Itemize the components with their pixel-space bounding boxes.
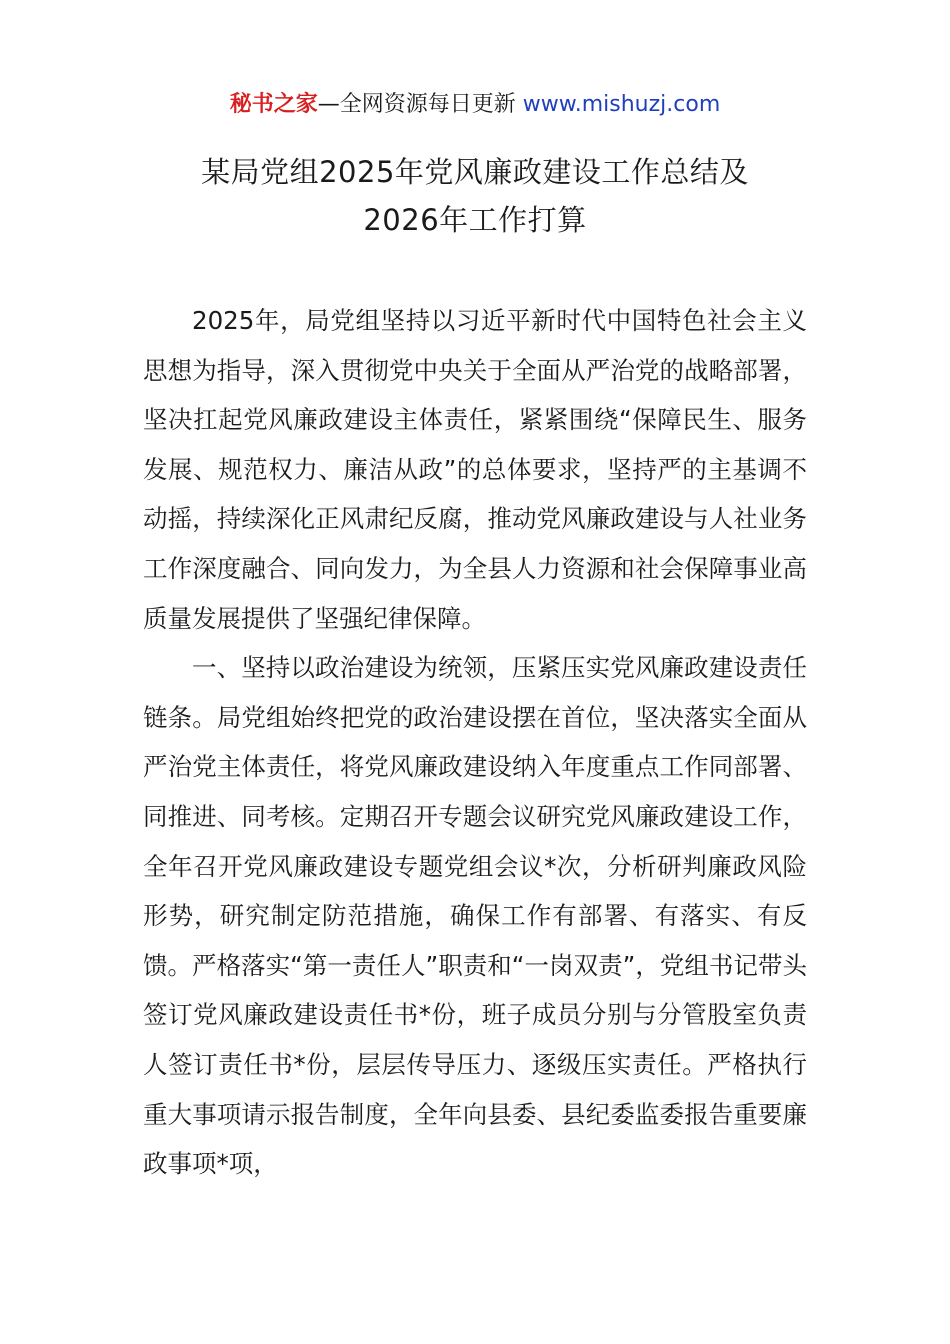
- body-paragraph-section-1: 一、坚持以政治建设为统领，压紧压实党风廉政建设责任链条。局党组始终把党的政治建设摆在首位，坚决落实全面从严治党主体责任，将党风廉政建设纳入年度重点工作同部署、同推进、同考核。定期召开专题会议研究党风廉政建设工作，全年召开党风廉政建设专题党组会议*次，分析研判廉政风险形势，研究制定防范措施，确保工作有部署、有落实、有反馈。严格落实“第一责任人”职责和“一岗双责”，党组书记带头签订党风廉政建设责任书*份，班子成员分别与分管股室负责人签订责任书*份，层层传导压力、逐级压实责任。严格执行重大事项请示报告制度，全年向县委、县纪委监委报告重要廉政事项*项，: [143, 653, 807, 1179]
- site-url-link[interactable]: www.mishuzj.com: [522, 92, 721, 117]
- document-body: [143, 296, 807, 1189]
- title-line-2: 2026年工作打算: [363, 203, 587, 237]
- site-header: [0, 88, 950, 122]
- site-brand: 秘书之家: [229, 92, 318, 117]
- site-slogan: —全网资源每日更新: [317, 92, 523, 117]
- title-line-1: 某局党组2025年党风廉政建设工作总结及: [201, 155, 749, 189]
- body-paragraph-intro: 2025年，局党组坚持以习近平新时代中国特色社会主义思想为指导，深入贯彻党中央关于全面从严治党的战略部署，坚决扛起党风廉政建设主体责任，紧紧围绕“保障民生、服务发展、规范权力、廉洁从政”的总体要求，坚持严的主基调不动摇，持续深化正风肃纪反腐，推动党风廉政建设与人社业务工作深度融合、同向发力，为全县人力资源和社会保障事业高质量发展提供了坚强纪律保障。: [143, 306, 807, 633]
- document-title: [0, 148, 950, 244]
